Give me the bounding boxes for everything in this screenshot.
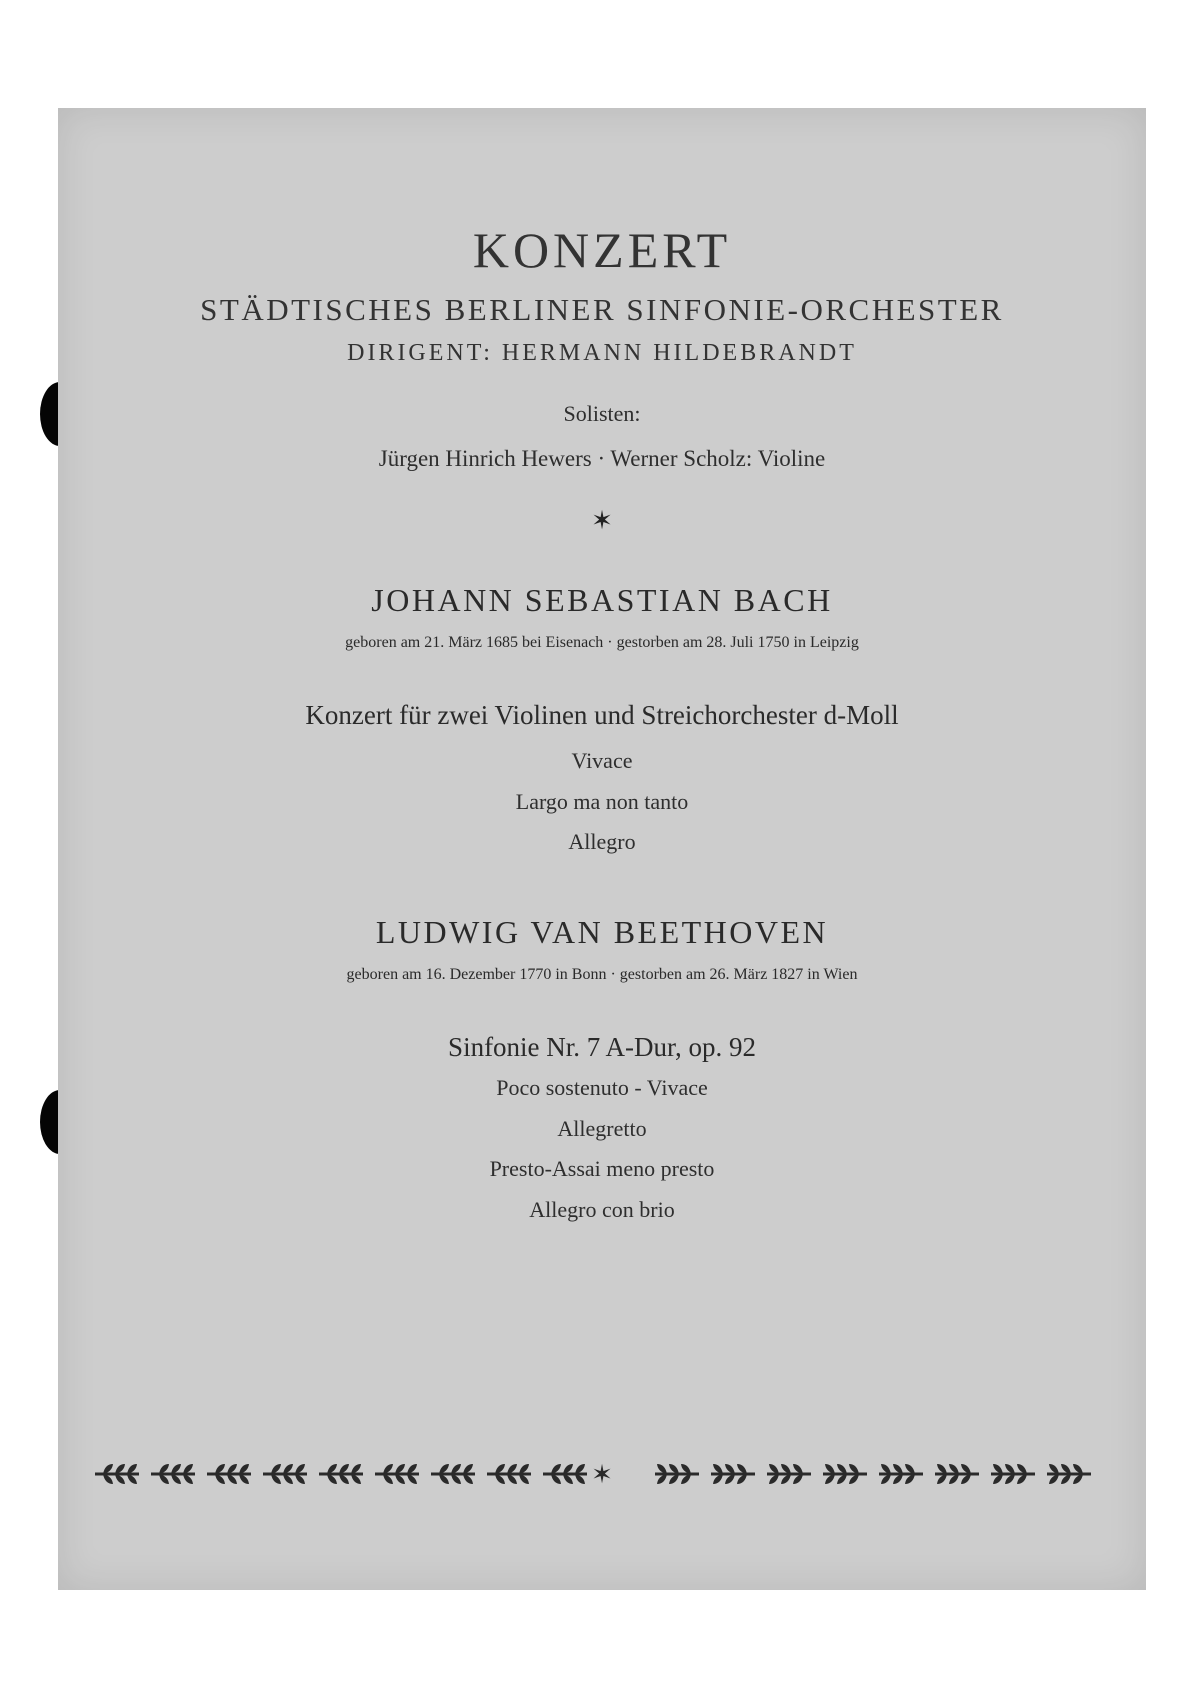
movement: Presto-Assai meno presto [489, 1156, 715, 1181]
movement: Largo ma non tanto [515, 789, 689, 814]
page-title: KONZERT [472, 222, 732, 278]
conductor-line: DIRIGENT: HERMANN HILDEBRANDT [347, 340, 857, 366]
movement: Vivace [571, 748, 633, 773]
composer-name: LUDWIG VAN BEETHOVEN [375, 914, 829, 950]
star-divider-icon: ✶ [591, 506, 613, 535]
soloists-names: Jürgen Hinrich Hewers · Werner Scholz: Violine [378, 446, 826, 471]
svg-text:✶: ✶ [591, 1460, 613, 1490]
movement: Poco sostenuto - Vivace [496, 1075, 708, 1100]
composer-dates: geboren am 21. März 1685 bei Eisenach · gestorben am 28. Juli 1750 in Leipzig [345, 634, 859, 651]
orchestra-name: STÄDTISCHES BERLINER SINFONIE-ORCHESTER [200, 292, 1004, 327]
movement: Allegro con brio [529, 1197, 675, 1222]
work-title: Sinfonie Nr. 7 A-Dur, op. 92 [448, 1032, 756, 1062]
laurel-border-icon [87, 1454, 1117, 1494]
composer-name: JOHANN SEBASTIAN BACH [371, 582, 833, 618]
movement: Allegretto [557, 1116, 647, 1141]
work-title: Konzert für zwei Violinen und Streichorchester d-Moll [305, 700, 899, 730]
program-sheet [58, 108, 1146, 1590]
soloists-label: Solisten: [563, 401, 641, 426]
composer-dates: geboren am 16. Dezember 1770 in Bonn · gestorben am 26. März 1827 in Wien [346, 966, 858, 983]
movement: Allegro [568, 829, 636, 854]
